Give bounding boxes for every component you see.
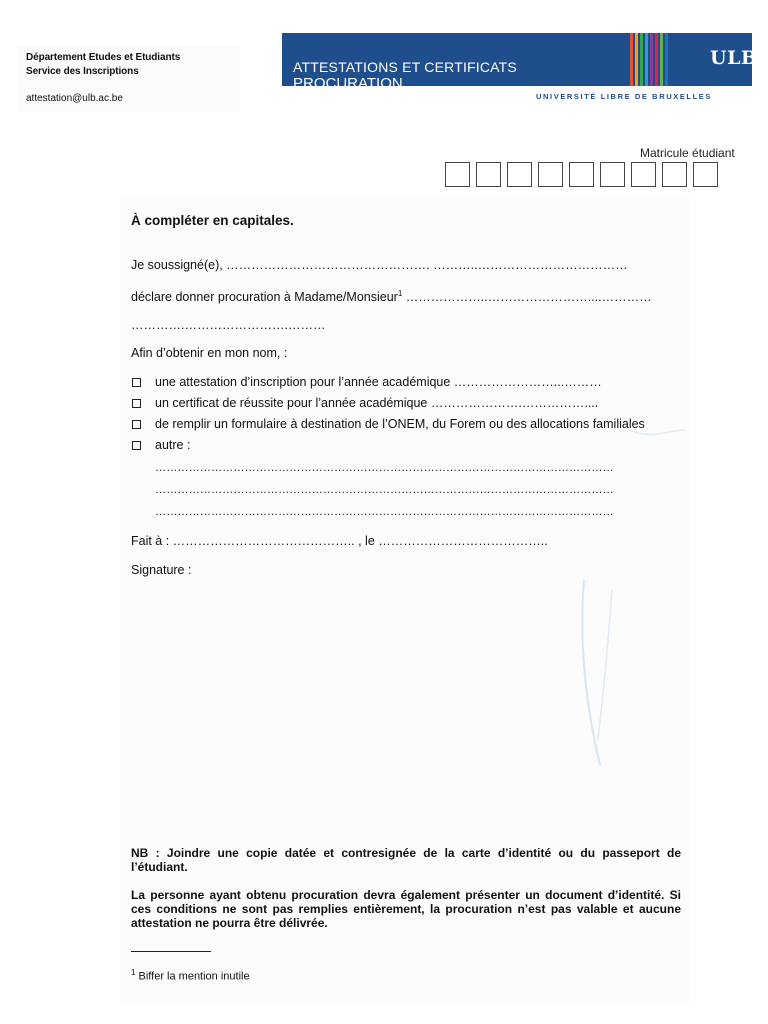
matricule-digit-box[interactable]: [693, 162, 718, 187]
checkbox-certificat[interactable]: [132, 399, 141, 408]
matricule-digit-box[interactable]: [600, 162, 625, 187]
autre-dots-line: ……………………………………………………………………………………………………………: [155, 462, 614, 474]
procuration-line: [131, 289, 652, 304]
faint-pen-stroke: [570, 570, 690, 780]
color-stripe: [665, 33, 668, 86]
procuration-dots: ………………..……………………....…………: [402, 290, 652, 305]
autre-dots-line: ……………………………………………………………………………………………………………: [155, 484, 614, 496]
footnote-number: 1: [131, 968, 136, 977]
nb-note: NB : Joindre une copie datée et contresignée de la carte d’identité ou du passeport de l’étudiant.: [131, 846, 681, 874]
color-stripe: [645, 33, 648, 86]
service-name: Service des Inscriptions: [26, 66, 139, 77]
matricule-digit-box[interactable]: [445, 162, 470, 187]
matricule-label: Matricule étudiant: [640, 146, 735, 160]
option-attestation: une attestation d’inscription pour l’année académique ……………………...………: [155, 375, 602, 389]
footnote-mark: 1: [397, 289, 403, 298]
university-name: UNIVERSITÉ LIBRE DE BRUXELLES: [536, 92, 712, 101]
checkbox-attestation[interactable]: [132, 378, 141, 387]
intro-line: Afin d’obtenir en mon nom, :: [131, 346, 288, 360]
color-stripe: [630, 33, 633, 86]
option-autre: autre :: [155, 438, 191, 452]
checkbox-formulaire[interactable]: [132, 420, 141, 429]
ulb-logo: ULB: [710, 47, 758, 69]
footnote-text: Biffer la mention inutile: [135, 970, 250, 983]
form-heading: À compléter en capitales.: [131, 213, 294, 228]
color-stripe: [640, 33, 643, 86]
matricule-digit-box[interactable]: [538, 162, 563, 187]
procuration-dots-line: ………….…………………….………: [131, 318, 326, 332]
color-stripe: [655, 33, 658, 86]
signature-label: Signature :: [131, 563, 192, 577]
color-stripe: [635, 33, 638, 86]
color-stripe: [660, 33, 663, 86]
contact-email: attestation@ulb.ac.be: [26, 93, 123, 104]
matricule-digit-box[interactable]: [476, 162, 501, 187]
banner-title: ATTESTATIONS ET CERTIFICATS: [293, 59, 517, 75]
footnote-separator: [131, 951, 211, 952]
department-name: Département Etudes et Etudiants: [26, 52, 181, 63]
matricule-digit-box[interactable]: [631, 162, 656, 187]
matricule-digit-box[interactable]: [569, 162, 594, 187]
fait-a-line: Fait à : …………………………………….. , le …………………………………..: [131, 534, 548, 548]
procuration-label: déclare donner procuration à Madame/Monsieur: [131, 290, 398, 305]
checkbox-autre[interactable]: [132, 441, 141, 450]
banner-subtitle: PROCURATION: [293, 75, 403, 92]
footnote: [131, 968, 250, 983]
matricule-input-boxes: [445, 162, 718, 187]
autre-dots-line: ……………………………………………………………………………………………………………: [155, 506, 614, 518]
option-formulaire: de remplir un formulaire à destination de l’ONEM, du Forem ou des allocations familiales: [155, 417, 645, 431]
matricule-digit-box[interactable]: [662, 162, 687, 187]
matricule-digit-box[interactable]: [507, 162, 532, 187]
soussigne-line: Je soussigné(e), …………………………………………. ………..………………………………: [131, 258, 628, 272]
option-certificat: un certificat de réussite pour l’année académique ………………….……………....: [155, 396, 599, 410]
color-stripes: [630, 33, 668, 86]
conditions-note: La personne ayant obtenu procuration devra également présenter un document d’identité. Si ces conditions ne sont pas remplies entièrement, la procuration n’est pas valable et aucune attestation ne pourra être délivrée.: [131, 888, 681, 930]
header-banner: [282, 33, 758, 92]
color-stripe: [650, 33, 653, 86]
